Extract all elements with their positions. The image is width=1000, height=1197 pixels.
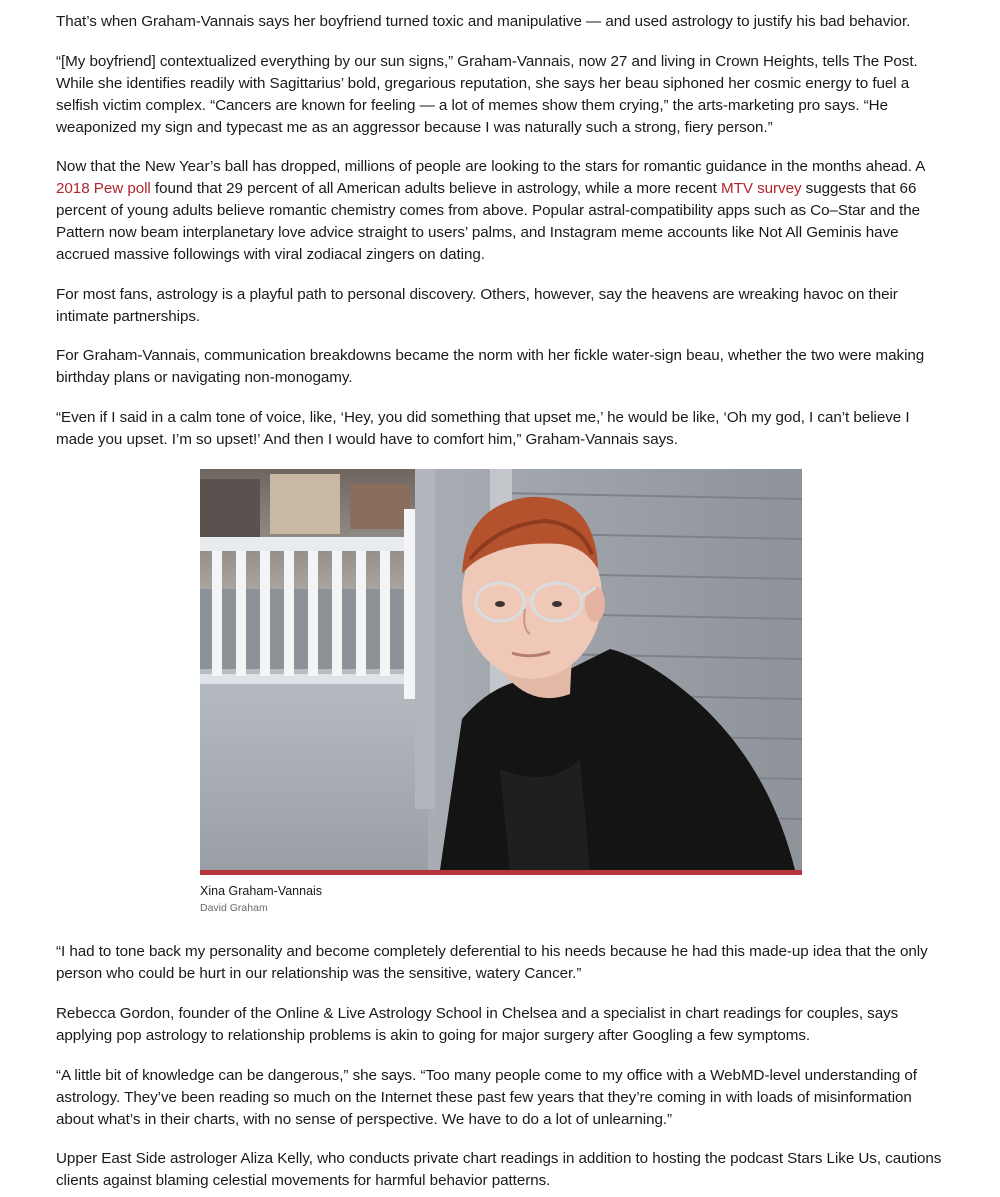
- article-paragraph: [56, 941, 948, 985]
- article-paragraph: [56, 51, 948, 139]
- paragraph-text: “Even if I said in a calm tone of voice, like, ‘Hey, you did something that upset me,’ he would be like, ‘Oh my god, I can’t believe I made you upset. I’m so upset!’ And then I would have to comfort him,” Graham-Vannais says.: [56, 409, 910, 448]
- portrait-photo-graphic: [200, 469, 802, 870]
- paragraph-text: “[My boyfriend] contextualized everything by our sun signs,” Graham-Vannais, now 27 and living in Crown Heights, tells The Post. While she identifies readily with Sagittarius’ bold, gregarious reputation, she says her beau siphoned her cosmic energy to fuel a selfish victim complex. “Cancers are known for feeling — a lot of memes show them crying,” the arts-marketing pro says. “He weaponized my sign and typecast me as an aggressor because I was naturally such a strong, fiery person.”: [56, 53, 918, 136]
- paragraph-text: suggests that 66 percent of young adults believe romantic chemistry comes from above. Popular astral-compatibility apps such as Co–Star and the Pattern now beam interplanetary love advice straight to users’ palms, and Instagram meme accounts like Not All Geminis have accrued massive followings with viral zodiacal zingers on dating.: [56, 180, 921, 263]
- article-paragraph: [56, 1065, 948, 1131]
- inline-link[interactable]: 2018 Pew poll: [56, 180, 151, 197]
- paragraph-text: Rebecca Gordon, founder of the Online & Live Astrology School in Chelsea and a specialist in chart readings for couples, says applying pop astrology to relationship problems is akin to going for major surgery after Googling a few symptoms.: [56, 1005, 899, 1044]
- image-caption: Xina Graham-Vannais: [200, 884, 323, 898]
- paragraph-text: Now that the New Year’s ball has dropped, millions of people are looking to the stars for romantic guidance in the months ahead. A: [56, 158, 925, 175]
- inline-link[interactable]: MTV survey: [721, 180, 802, 197]
- article-paragraph: [56, 156, 948, 266]
- article-paragraph: [56, 1148, 948, 1192]
- article-paragraph: [56, 284, 948, 328]
- article-paragraph: [56, 11, 948, 33]
- paragraph-text: found that 29 percent of all American adults believe in astrology, while a more recent: [150, 180, 721, 197]
- paragraph-text: Upper East Side astrologer Aliza Kelly, who conducts private chart readings in addition to hosting the podcast Stars Like Us, cautions clients against blaming celestial movements for harmful behavior patterns.: [56, 1150, 942, 1189]
- paragraph-text: “A little bit of knowledge can be dangerous,” she says. “Too many people come to my office with a WebMD-level understanding of astrology. They’ve been reading so much on the Internet these past few years that they’re coming in with loads of misinformation about what’s in their charts, with no sense of perspective. We have to do a lot of unlearning.”: [56, 1067, 917, 1128]
- paragraph-text: “I had to tone back my personality and become completely deferential to his needs because he had this made-up idea that the only person who could be hurt in our relationship was the sensitive, watery Cancer.”: [56, 943, 928, 982]
- paragraph-text: That’s when Graham-Vannais says her boyfriend turned toxic and manipulative — and used astrology to justify his bad behavior.: [56, 13, 911, 30]
- paragraph-text: For Graham-Vannais, communication breakdowns became the norm with her fickle water-sign beau, whether the two were making birthday plans or navigating non-monogamy.: [56, 347, 925, 386]
- article-figure: [200, 469, 802, 915]
- image-accent-bar: [200, 870, 802, 875]
- photo-credit: David Graham: [200, 902, 268, 914]
- paragraph-text: For most fans, astrology is a playful path to personal discovery. Others, however, say the heavens are wreaking havoc on their intimate partnerships.: [56, 286, 898, 325]
- portrait-photo: [200, 469, 802, 870]
- article-paragraph: [56, 407, 948, 451]
- article-paragraph: [56, 1003, 948, 1047]
- article-paragraph: [56, 345, 948, 389]
